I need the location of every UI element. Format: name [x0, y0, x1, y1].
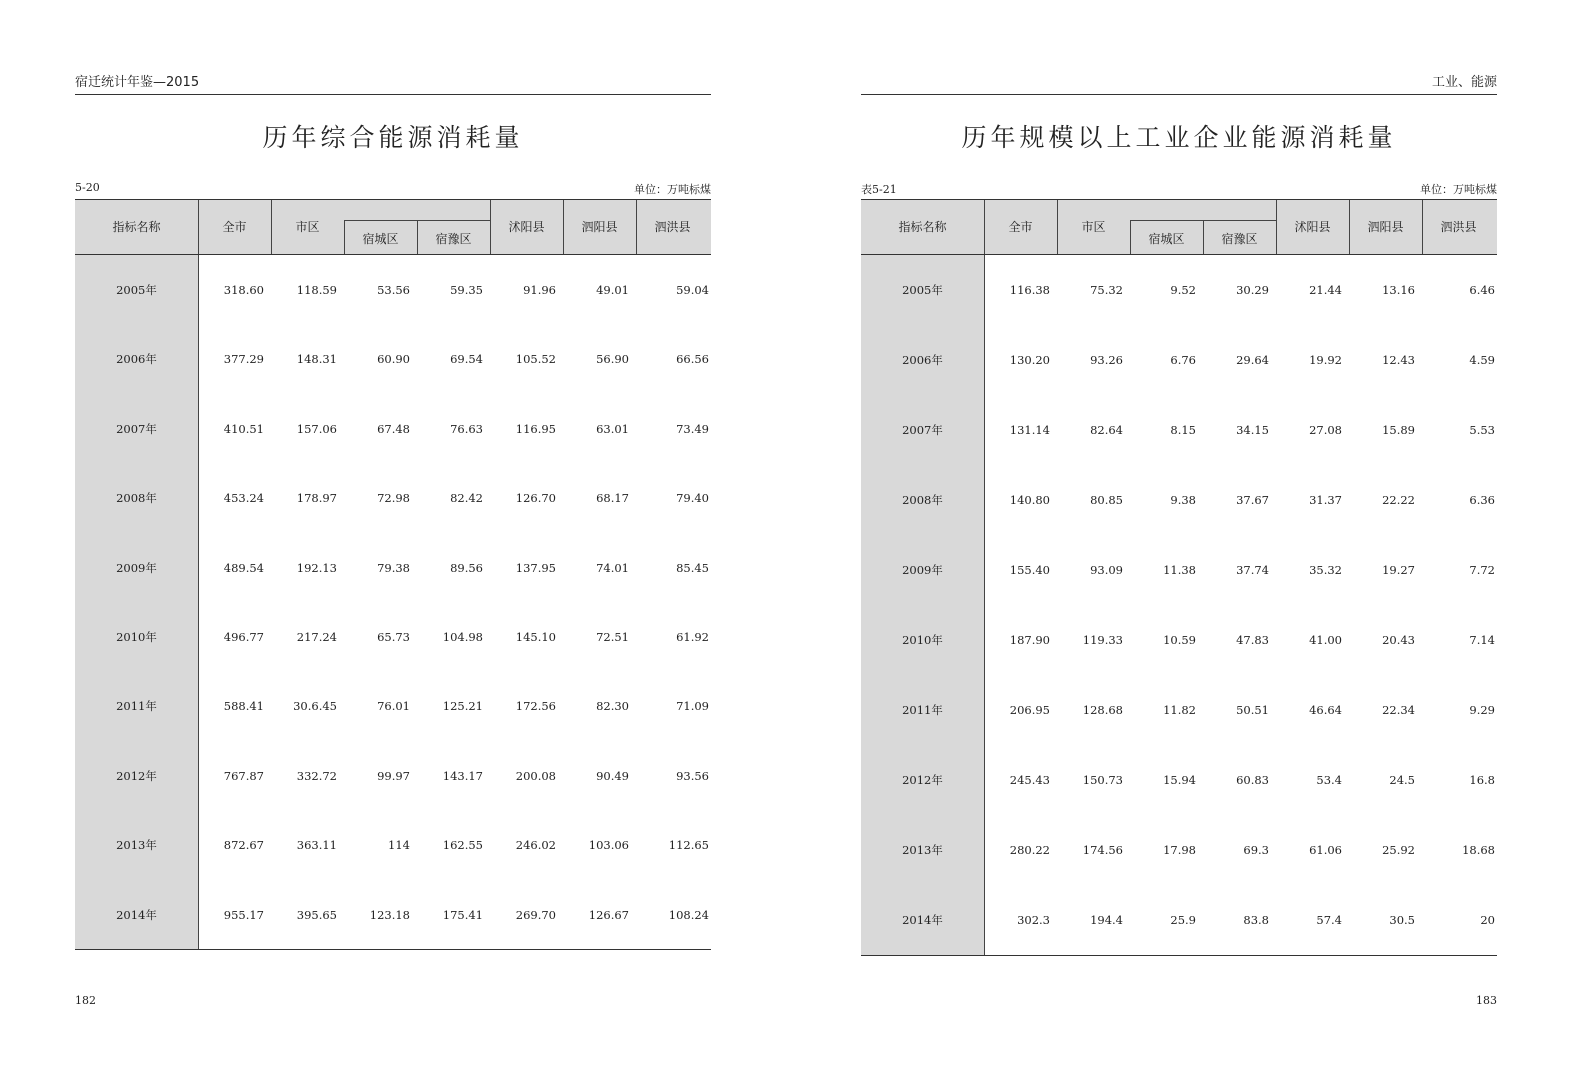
- table-cell: 37.67: [1236, 493, 1269, 507]
- table-cell: 9.29: [1469, 703, 1495, 717]
- table-cell: 9.52: [1170, 283, 1196, 297]
- table-cell: 67.48: [377, 421, 410, 436]
- row-year: 2008年: [902, 493, 943, 507]
- table-cell: 63.01: [596, 421, 629, 436]
- table-row: [861, 562, 1497, 582]
- table-cell: 57.4: [1316, 913, 1342, 927]
- table-cell: 59.04: [676, 283, 709, 297]
- table-cell: 7.72: [1469, 563, 1495, 577]
- table-cell: 34.15: [1236, 423, 1269, 437]
- row-year: 2013年: [902, 843, 943, 857]
- table-cell: 99.97: [377, 768, 410, 783]
- header-sucheng: 宿城区: [362, 232, 399, 246]
- table-cell: 22.22: [1382, 493, 1415, 507]
- header-divider: [1057, 200, 1058, 254]
- table-cell: 82.64: [1090, 423, 1123, 437]
- table-cell: 93.56: [676, 768, 709, 783]
- table-row: [75, 351, 711, 371]
- table-cell: 85.45: [676, 560, 709, 575]
- table-row: [861, 632, 1497, 652]
- table-cell: 19.27: [1382, 563, 1415, 577]
- table-cell: 332.72: [296, 768, 337, 783]
- table-cell: 123.18: [369, 907, 410, 922]
- running-head-text: 宿迁统计年鉴—2015: [75, 75, 200, 90]
- table-cell: 105.52: [515, 352, 556, 367]
- table-cell: 49.01: [596, 283, 629, 297]
- table-number: 表5-21: [861, 183, 897, 196]
- table-cell: 56.90: [596, 352, 629, 367]
- table-cell: 75.32: [1090, 283, 1123, 297]
- table-cell: 21.44: [1309, 283, 1342, 297]
- table-cell: 148.31: [296, 352, 337, 367]
- header-sihong: 泗洪县: [654, 220, 691, 234]
- table-cell: 131.14: [1009, 423, 1050, 437]
- table-cell: 114: [388, 838, 410, 853]
- table-cell: 37.74: [1236, 563, 1269, 577]
- table-cell: 377.29: [223, 352, 264, 367]
- table-cell: 453.24: [223, 491, 264, 506]
- table-cell: 588.41: [223, 699, 264, 714]
- table-cell: 83.8: [1243, 913, 1269, 927]
- row-year: 2007年: [116, 421, 157, 436]
- table-cell: 410.51: [223, 421, 264, 436]
- table-cell: 145.10: [515, 630, 556, 644]
- table-cell: 60.83: [1236, 773, 1269, 787]
- table-cell: 269.70: [515, 907, 556, 922]
- table-row: [861, 772, 1497, 792]
- table-cell: 395.65: [296, 907, 337, 922]
- running-head: [861, 74, 1497, 95]
- table-cell: 73.49: [676, 421, 709, 436]
- table-header: [75, 199, 711, 255]
- table-cell: 66.56: [676, 352, 709, 367]
- table-cell: 6.36: [1469, 493, 1495, 507]
- header-divider: [1349, 200, 1350, 254]
- table-cell: 22.34: [1382, 703, 1415, 717]
- table-cell: 53.56: [377, 283, 410, 297]
- table-cell: 76.01: [377, 699, 410, 714]
- row-year: 2005年: [116, 283, 157, 297]
- table-row: [75, 837, 711, 857]
- table-cell: 126.67: [588, 907, 629, 922]
- table-cell: 19.92: [1309, 353, 1342, 367]
- table-row: [75, 560, 711, 580]
- table-cell: 61.06: [1309, 843, 1342, 857]
- header-siyang: 泗阳县: [1367, 220, 1404, 234]
- table-cell: 280.22: [1009, 843, 1050, 857]
- table-unit: 单位：万吨标煤: [634, 183, 711, 196]
- table-row: [75, 282, 711, 302]
- table-cell: 104.98: [442, 630, 483, 644]
- table-cell: 6.46: [1469, 283, 1495, 297]
- table-cell: 93.26: [1090, 353, 1123, 367]
- table-cell: 178.97: [296, 491, 337, 506]
- table-cell: 60.90: [377, 352, 410, 367]
- table-row: [75, 907, 711, 927]
- header-urban: 市区: [295, 220, 320, 234]
- table-cell: 82.30: [596, 699, 629, 714]
- table-cell: 192.13: [296, 560, 337, 575]
- table-cell: 174.56: [1082, 843, 1123, 857]
- header-span-rule: [1130, 220, 1276, 221]
- table-cell: 872.67: [223, 838, 264, 853]
- table-cell: 74.01: [596, 560, 629, 575]
- row-year: 2010年: [902, 633, 943, 647]
- table-cell: 187.90: [1009, 633, 1050, 647]
- header-divider: [198, 200, 199, 254]
- table-cell: 69.54: [450, 352, 483, 367]
- table-cell: 119.33: [1082, 633, 1123, 647]
- header-stub: 指标名称: [898, 220, 947, 234]
- table-cell: 47.83: [1236, 633, 1269, 647]
- table-cell: 25.9: [1170, 913, 1196, 927]
- table-row: [75, 490, 711, 510]
- table-cell: 955.17: [223, 907, 264, 922]
- table-cell: 217.24: [296, 630, 337, 644]
- header-divider: [344, 220, 345, 254]
- table-cell: 25.92: [1382, 843, 1415, 857]
- table-cell: 767.87: [223, 768, 264, 783]
- table-cell: 162.55: [442, 838, 483, 853]
- header-total: 全市: [222, 220, 247, 234]
- table-cell: 108.24: [668, 907, 709, 922]
- table-cell: 118.59: [296, 283, 337, 297]
- running-head: [75, 74, 711, 95]
- table-cell: 18.68: [1462, 843, 1495, 857]
- table-row: [861, 702, 1497, 722]
- header-urban: 市区: [1081, 220, 1106, 234]
- table-cell: 76.63: [450, 421, 483, 436]
- table-cell: 72.98: [377, 491, 410, 506]
- table-cell: 103.06: [588, 838, 629, 853]
- header-span-rule: [344, 220, 490, 221]
- table-cell: 200.08: [515, 768, 556, 783]
- row-year: 2010年: [116, 630, 157, 644]
- table-bottom-rule: [861, 955, 1497, 956]
- table-cell: 79.40: [676, 491, 709, 506]
- header-siyang: 泗阳县: [581, 220, 618, 234]
- table-cell: 82.42: [450, 491, 483, 506]
- table-cell: 68.17: [596, 491, 629, 506]
- header-divider: [1422, 200, 1423, 254]
- table-cell: 50.51: [1236, 703, 1269, 717]
- table-title: 历年规模以上工业企业能源消耗量: [961, 123, 1397, 152]
- running-head-text: 工业、能源: [1431, 75, 1497, 90]
- table-cell: 194.4: [1090, 913, 1123, 927]
- table-cell: 35.32: [1309, 563, 1342, 577]
- header-divider: [417, 220, 418, 254]
- header-shuyang: 沭阳县: [508, 220, 545, 234]
- table-cell: 157.06: [296, 421, 337, 436]
- table-cell: 140.80: [1009, 493, 1050, 507]
- row-year: 2009年: [116, 560, 157, 575]
- header-shuyang: 沭阳县: [1294, 220, 1331, 234]
- table-cell: 8.15: [1170, 423, 1196, 437]
- table-cell: 126.70: [515, 491, 556, 506]
- table-cell: 24.5: [1389, 773, 1415, 787]
- table-cell: 17.98: [1163, 843, 1196, 857]
- header-suyu: 宿豫区: [1221, 232, 1258, 246]
- table-row: [75, 421, 711, 441]
- table-cell: 72.51: [596, 630, 629, 644]
- table-cell: 172.56: [515, 699, 556, 714]
- table-row: [861, 422, 1497, 442]
- table-cell: 128.68: [1082, 703, 1123, 717]
- table-cell: 89.56: [450, 560, 483, 575]
- row-year: 2011年: [902, 703, 943, 717]
- table-cell: 496.77: [223, 630, 264, 644]
- row-year: 2014年: [902, 913, 943, 927]
- page-number: 182: [75, 994, 96, 1007]
- table-bottom-rule: [75, 949, 711, 950]
- header-divider: [1130, 220, 1131, 254]
- row-year: 2005年: [902, 283, 943, 297]
- table-title: 历年综合能源消耗量: [262, 123, 524, 152]
- page-number: 183: [1476, 994, 1497, 1007]
- table-cell: 16.8: [1469, 773, 1495, 787]
- table-cell: 65.73: [377, 630, 410, 644]
- row-year: 2014年: [116, 907, 157, 922]
- table-cell: 59.35: [450, 283, 483, 297]
- table-cell: 69.3: [1243, 843, 1269, 857]
- table-cell: 13.16: [1382, 283, 1415, 297]
- table-cell: 116.38: [1009, 283, 1050, 297]
- table-cell: 10.59: [1163, 633, 1196, 647]
- table-cell: 6.76: [1170, 353, 1196, 367]
- header-stub: 指标名称: [112, 220, 161, 234]
- table-number: 5-20: [75, 181, 100, 194]
- row-year: 2013年: [116, 838, 157, 853]
- header-divider: [490, 200, 491, 254]
- table-cell: 71.09: [676, 699, 709, 714]
- table-cell: 137.95: [515, 560, 556, 575]
- table-cell: 489.54: [223, 560, 264, 575]
- table-cell: 155.40: [1009, 563, 1050, 577]
- table-cell: 9.38: [1170, 493, 1196, 507]
- table-cell: 53.4: [1316, 773, 1342, 787]
- header-suyu: 宿豫区: [435, 232, 472, 246]
- header-divider: [1203, 220, 1204, 254]
- table-cell: 27.08: [1309, 423, 1342, 437]
- table-cell: 363.11: [296, 838, 337, 853]
- table-cell: 30.29: [1236, 283, 1269, 297]
- table-row: [861, 842, 1497, 862]
- table-unit: 单位：万吨标煤: [1420, 183, 1497, 196]
- table-cell: 61.92: [676, 630, 709, 644]
- table-row: [861, 282, 1497, 302]
- table-cell: 11.82: [1163, 703, 1196, 717]
- table-cell: 29.64: [1236, 353, 1269, 367]
- right-page: [861, 0, 1497, 1077]
- row-year: 2006年: [902, 353, 943, 367]
- table-cell: 11.38: [1163, 563, 1196, 577]
- left-page: [75, 0, 711, 1077]
- table-row: [861, 352, 1497, 372]
- row-year: 2008年: [116, 491, 157, 506]
- table-cell: 246.02: [515, 838, 556, 853]
- table-cell: 12.43: [1382, 353, 1415, 367]
- table-cell: 90.49: [596, 768, 629, 783]
- header-sucheng: 宿城区: [1148, 232, 1185, 246]
- table-cell: 4.59: [1469, 353, 1495, 367]
- header-divider: [984, 200, 985, 254]
- table-cell: 80.85: [1090, 493, 1123, 507]
- table-cell: 93.09: [1090, 563, 1123, 577]
- row-year: 2009年: [902, 563, 943, 577]
- row-year: 2012年: [902, 773, 943, 787]
- table-cell: 143.17: [442, 768, 483, 783]
- header-divider: [1276, 200, 1277, 254]
- header-sihong: 泗洪县: [1440, 220, 1477, 234]
- table-cell: 5.53: [1469, 423, 1495, 437]
- header-divider: [563, 200, 564, 254]
- table-row: [861, 912, 1497, 932]
- header-divider: [636, 200, 637, 254]
- table-cell: 130.20: [1009, 353, 1050, 367]
- table-cell: 46.64: [1309, 703, 1342, 717]
- table-cell: 125.21: [442, 699, 483, 714]
- table-cell: 31.37: [1309, 493, 1342, 507]
- table-row: [75, 768, 711, 788]
- table-cell: 30.5: [1389, 913, 1415, 927]
- table-row: [75, 629, 711, 649]
- row-year: 2007年: [902, 423, 943, 437]
- table-cell: 91.96: [523, 283, 556, 297]
- row-year: 2006年: [116, 352, 157, 367]
- table-cell: 15.89: [1382, 423, 1415, 437]
- row-year: 2012年: [116, 768, 157, 783]
- table-cell: 302.3: [1017, 913, 1050, 927]
- table-cell: 7.14: [1469, 633, 1495, 647]
- table-cell: 41.00: [1309, 633, 1342, 647]
- row-year: 2011年: [116, 699, 157, 714]
- table-cell: 20.43: [1382, 633, 1415, 647]
- header-divider: [271, 200, 272, 254]
- table-cell: 175.41: [442, 907, 483, 922]
- table-cell: 318.60: [223, 283, 264, 297]
- table-row: [75, 698, 711, 718]
- table-row: [861, 492, 1497, 512]
- table-cell: 20: [1480, 913, 1495, 927]
- table-cell: 206.95: [1009, 703, 1050, 717]
- table-cell: 150.73: [1082, 773, 1123, 787]
- table-cell: 79.38: [377, 560, 410, 575]
- table-cell: 15.94: [1163, 773, 1196, 787]
- table-cell: 112.65: [668, 838, 709, 853]
- header-total: 全市: [1008, 220, 1033, 234]
- table-cell: 245.43: [1009, 773, 1050, 787]
- table-cell: 116.95: [515, 421, 556, 436]
- table-header: [861, 199, 1497, 255]
- table-cell: 30.6.45: [293, 699, 337, 714]
